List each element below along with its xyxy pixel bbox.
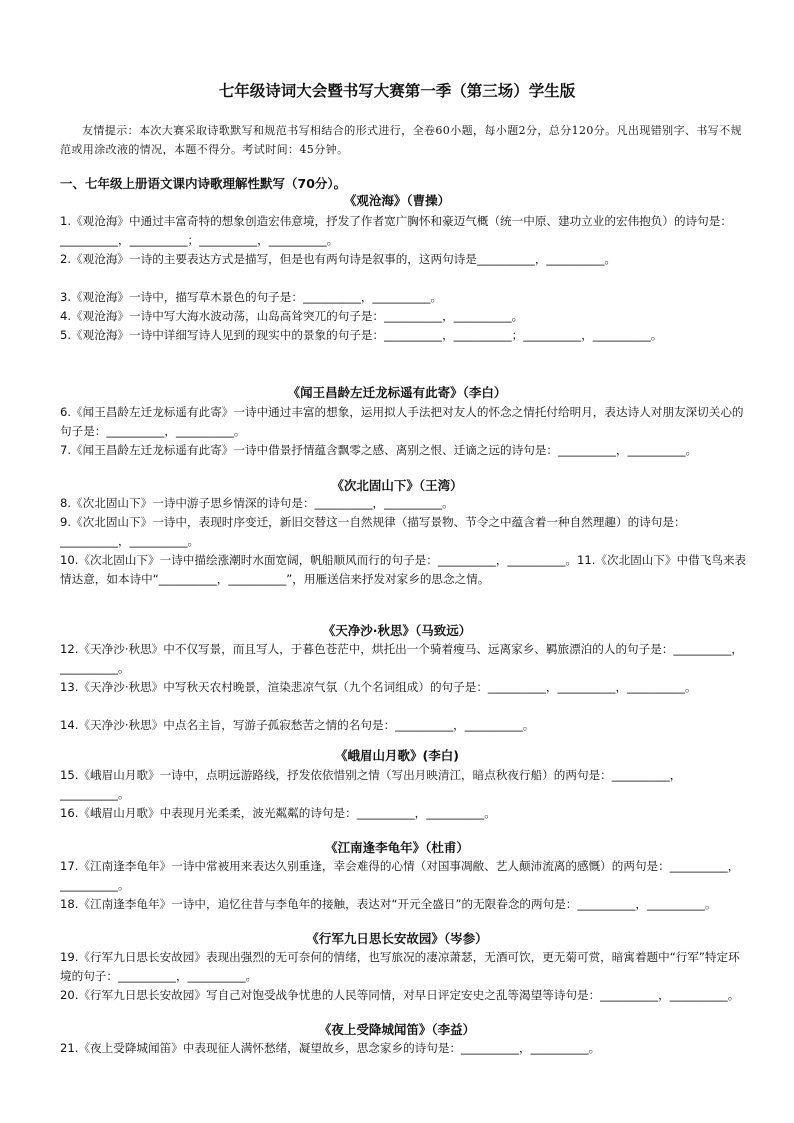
poem-title-emei-shan-yue-ge: 《峨眉山月歌》(李白): [335, 748, 459, 763]
question-21: 21.《夜上受降城闻笛》中表现征人满怀愁绪，凝望故乡，思念家乡的诗句是：__________，__________。: [60, 1041, 601, 1055]
question-8: 8.《次北固山下》一诗中游子思乡情深的诗句是：__________，__________。: [60, 496, 454, 510]
question-17: 17.《江南逢李龟年》一诗中常被用来表达久别重逢，幸会难得的心情（对国事凋敝、艺人颠沛流离的感慨）的两句是：__________，__________。: [60, 859, 740, 892]
question-13: 13.《天净沙·秋思》中写秋天农村晚景，渲染悲凉气氛（九个名词组成）的句子是：__________，__________，__________。: [60, 680, 697, 694]
question-6: 6.《闻王昌龄左迁龙标遥有此寄》一诗中通过丰富的想象，运用拟人手法把对友人的怀念之情托付给明月，表达诗人对朋友深切关心的句子是：__________，__________。: [60, 405, 744, 438]
question-9: 9.《次北固山下》一诗中，表现时序变迁，新旧交替这一自然规律（描写景物、节令之中蕴含着一种自然理趣）的诗句是：__________，__________。: [60, 515, 686, 548]
question-19: 19.《行军九日思长安故园》表现出强烈的无可奈何的情绪，也写旅况的凄凉萧瑟，无酒可饮，更无菊可赏，暗寓着题中“行军”特定环境的句子：__________，__________。: [60, 950, 740, 983]
question-3: 3.《观沧海》一诗中，描写草木景色的句子是：__________，__________。: [60, 290, 443, 304]
question-10-11: 10.《次北固山下》一诗中描绘涨潮时水面宽阔，帆船顺风而行的句子是：__________，__________。11.《次北固山下》中借飞鸟来表情达意，如本诗中“__________，__________”，用雁送信来抒发对家乡的思念之情。: [60, 553, 747, 586]
poem-title-ye-shang-shouxiangcheng: 《夜上受降城闻笛》（李益）: [318, 1022, 476, 1037]
question-18: 18.《江南逢李龟年》一诗中，追忆往昔与李龟年的接触，表达对“开元全盛日”的无限眷念的两句是：__________，__________。: [60, 897, 717, 911]
exam-notice: 友情提示：本次大赛采取诗歌默写和规范书写相结合的形式进行，全卷60小题，每小题2分，总分120分。凡出现错别字、书写不规范或用涂改液的情况，本题不得分。考试时间：45分钟。: [60, 124, 742, 156]
question-20: 20.《行军九日思长安故园》写自己对饱受战争忧患的人民等同情，对早日评定安史之乱等渴望等诗句是：__________，__________。: [60, 988, 740, 1002]
question-16: 16.《峨眉山月歌》中表现月光柔柔，波光粼粼的诗句是：__________，__________。: [60, 806, 496, 820]
poem-title-tian-jing-sha: 《天净沙·秋思》（马致远）: [322, 623, 472, 638]
question-1: 1.《观沧海》中通过丰富奇特的想象创造宏伟意境，抒发了作者宽广胸怀和豪迈气概（统一中原、建功立业的宏伟抱负）的诗句是：__________，__________；__________，__________。: [60, 214, 732, 247]
poem-title-jiangnan-feng-li-guinian: 《江南逢李龟年》（杜甫）: [325, 840, 469, 855]
question-4: 4.《观沧海》一诗中写大海水波动荡，山岛高耸突兀的句子是：__________，__________。: [60, 309, 524, 323]
question-15: 15.《峨眉山月歌》一诗中，点明远游路线，抒发依依惜别之情（写出月映清江，暗点秋夜行船）的两句是：__________，__________。: [60, 768, 682, 801]
section-heading: 一、七年级上册语文课内诗歌理解性默写（70分）。: [60, 176, 347, 191]
poem-title-guan-cang-hai: 《观沧海》（曹操）: [343, 193, 451, 208]
poem-title-ci-beigushan-xia: 《次北固山下》（王湾）: [331, 478, 463, 493]
question-2: 2.《观沧海》一诗的主要表达方式是描写，但是也有两句诗是叙事的，这两句诗是__________，__________。: [60, 252, 616, 266]
question-5: 5.《观沧海》一诗中详细写诗人见到的现实中的景象的句子是：__________，__________；__________，__________。: [60, 328, 663, 342]
question-7: 7.《闻王昌龄左迁龙标遥有此寄》一诗中借景抒情蕴含飘零之感、离别之恨、迁谪之远的诗句是：__________，__________。: [60, 443, 698, 457]
poem-title-xingjun-jiuri: 《行军九日思长安故园》（岑参）: [306, 931, 488, 946]
poem-title-wen-wang-changling: 《闻王昌龄左迁龙标遥有此寄》（李白）: [287, 385, 507, 400]
page-title: 七年级诗词大会暨书写大赛第一季（第三场）学生版: [218, 81, 576, 100]
question-14: 14.《天净沙·秋思》中点名主旨，写游子孤寂愁苦之情的名句是：__________，__________。: [60, 718, 535, 732]
question-12: 12.《天净沙·秋思》中不仅写景，而且写人，于暮色苍茫中，烘托出一个骑着瘦马、远离家乡、羁旅漂泊的人的句子是：__________，__________。: [60, 642, 743, 675]
